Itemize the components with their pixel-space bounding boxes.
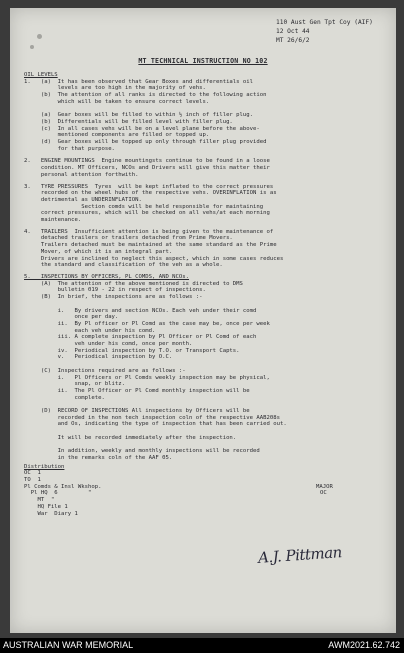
footer-accession: AWM2021.62.742: [328, 640, 400, 650]
text-line: each veh under his comd.: [24, 327, 156, 334]
text-line: i. Pl Officers or Pl Comds weekly inspection may be physical,: [24, 374, 270, 381]
section-3: [24, 184, 388, 224]
signatory-block: [316, 484, 333, 497]
text-line: (a) Gear boxes will be filled to within ½ inch of filler plug.: [24, 112, 254, 119]
text-line: iii. A complete inspection by Pl Officer or Pl Comd of each: [24, 334, 257, 341]
text-line: [24, 361, 388, 368]
footer-bar: [0, 638, 404, 653]
text-line: 1. (a) It has been observed that Gear Boxes and differentials oil: [24, 78, 254, 85]
distribution-line: OC 1: [24, 470, 41, 477]
text-line: (B) In brief, the inspections are as follows :-: [24, 294, 203, 301]
section-2: [24, 158, 388, 178]
document-title: MT TECHNICAL INSTRUCTION NO 102: [138, 57, 268, 65]
text-line: (b) The attention of all ranks is directed to the following action: [24, 92, 267, 99]
document-page: [10, 8, 396, 633]
text-line: v. Periodical inspection by O.C.: [24, 354, 173, 361]
text-line: Section comds will be held responsible for maintaining: [24, 203, 264, 210]
signature: A.J. Pittman: [257, 543, 343, 567]
text-line: [24, 401, 388, 408]
distribution-line: TO 1: [24, 477, 41, 484]
text-line: In addition, weekly and monthly inspections will be recorded: [24, 448, 260, 455]
text-line: which will be taken to ensure correct levels.: [24, 98, 210, 105]
distribution-line: MT ": [24, 497, 55, 504]
hole-mark: [30, 45, 34, 49]
distribution-block: [24, 464, 388, 518]
header-block: [276, 18, 373, 45]
unit-line: 110 Aust Gen Tpt Coy (AIF): [276, 19, 373, 26]
text-line: for that purpose.: [24, 145, 115, 152]
text-line: 3. TYRE PRESSURES Tyres will be kept inflated to the correct pressures: [24, 183, 274, 190]
text-line: complete.: [24, 394, 105, 401]
section-1: [24, 72, 388, 152]
distribution-line: War Diary 1: [24, 510, 78, 517]
distribution-line: HQ File 1: [24, 503, 68, 510]
text-line: bulletin 019 - 22 in respect of inspections.: [24, 287, 206, 294]
text-line: and Os, indicating the type of inspection that has been carried out.: [24, 421, 287, 428]
text-line: detrimental as UNDERINFLATION.: [24, 196, 142, 203]
text-line: It will be recorded immediately after the inspection.: [24, 434, 237, 441]
text-line: snap, or blitz.: [24, 381, 126, 388]
text-line: 4. TRAILERS Insufficient attention is being given to the maintenance of: [24, 228, 274, 235]
document-body: [24, 72, 388, 517]
text-line: iv. Periodical inspection by T.O. or Transport Capts.: [24, 347, 240, 354]
text-line: veh under his comd, once per month.: [24, 341, 193, 348]
text-line: detached trailers or trailers detached from Prime Movers.: [24, 235, 233, 242]
text-line: mentioned components are filled or topped up.: [24, 132, 210, 139]
text-line: [24, 301, 388, 308]
signatory-rank: MAJOR: [316, 483, 333, 490]
text-line: Mover, of which it is an integral part.: [24, 248, 173, 255]
text-line: in the remarks coln of the AAF 05.: [24, 454, 173, 461]
text-line: [24, 428, 388, 435]
text-line: levels are too high in the majority of vehs.: [24, 85, 206, 92]
reference-line: MT 26/6/2: [276, 37, 310, 44]
text-line: the standard and classification of the veh as a whole.: [24, 262, 223, 269]
text-line: 5. INSPECTIONS BY OFFICERS, PL COMDS, AND NCOs.: [24, 273, 190, 280]
text-line: Trailers detached must be maintained at the same standard as the Prime: [24, 242, 277, 249]
text-line: (d) Gear boxes will be topped up only through filler plug provided: [24, 139, 267, 146]
section-5: [24, 274, 388, 462]
text-line: condition. MT Officers, NCOs and Drivers will give this matter their: [24, 165, 270, 172]
text-line: ii. The Pl Officer or Pl Comd monthly inspection will be: [24, 387, 250, 394]
hole-mark: [37, 34, 42, 39]
text-line: OIL LEVELS: [24, 72, 58, 78]
distribution-line: Pl HQ 6 ": [24, 490, 92, 497]
text-line: 2. ENGINE MOUNTINGS Engine mountingsts continue to be found in a loose: [24, 158, 270, 165]
text-line: correct pressures, which will be checked on all vehs/at each morning: [24, 210, 270, 217]
distribution-line: Pl Comds & Insl Wkshop.: [24, 483, 102, 490]
text-line: Drivers are inclined to neglect this aspect, which in some cases reduces: [24, 255, 284, 262]
text-line: (C) Inspections required are as follows :-: [24, 367, 186, 374]
section-4: [24, 229, 388, 269]
text-line: (D) RECORD OF INSPECTIONS All inspections by Officers will be: [24, 408, 250, 415]
text-line: recorded in the non tech inspection coln of the respective AAB208s: [24, 414, 280, 421]
text-line: once per day.: [24, 314, 119, 321]
text-line: (c) In all cases vehs will be on a level plane before the above-: [24, 125, 260, 132]
text-line: (A) The attention of the above mentioned is directed to DMS: [24, 280, 243, 287]
footer-institution: AUSTRALIAN WAR MEMORIAL: [3, 640, 134, 650]
text-line: ii. By Pl officer or Pl Comd as the case may be, once per week: [24, 320, 270, 327]
text-line: maintenance.: [24, 217, 82, 224]
distribution-heading: Distribution: [24, 463, 65, 470]
date-line: 12 Oct 44: [276, 28, 310, 35]
text-line: i. By drivers and section NCOs. Each veh under their comd: [24, 307, 257, 314]
text-line: (b) Differentials will be filled level with filler plug.: [24, 118, 233, 125]
text-line: recorded on the wheel hubs of the respective vehs. OVERINFLATION is as: [24, 190, 277, 197]
text-line: personal attention forthwith.: [24, 171, 139, 178]
text-line: [24, 442, 388, 449]
signatory-appointment: OC: [320, 490, 327, 497]
